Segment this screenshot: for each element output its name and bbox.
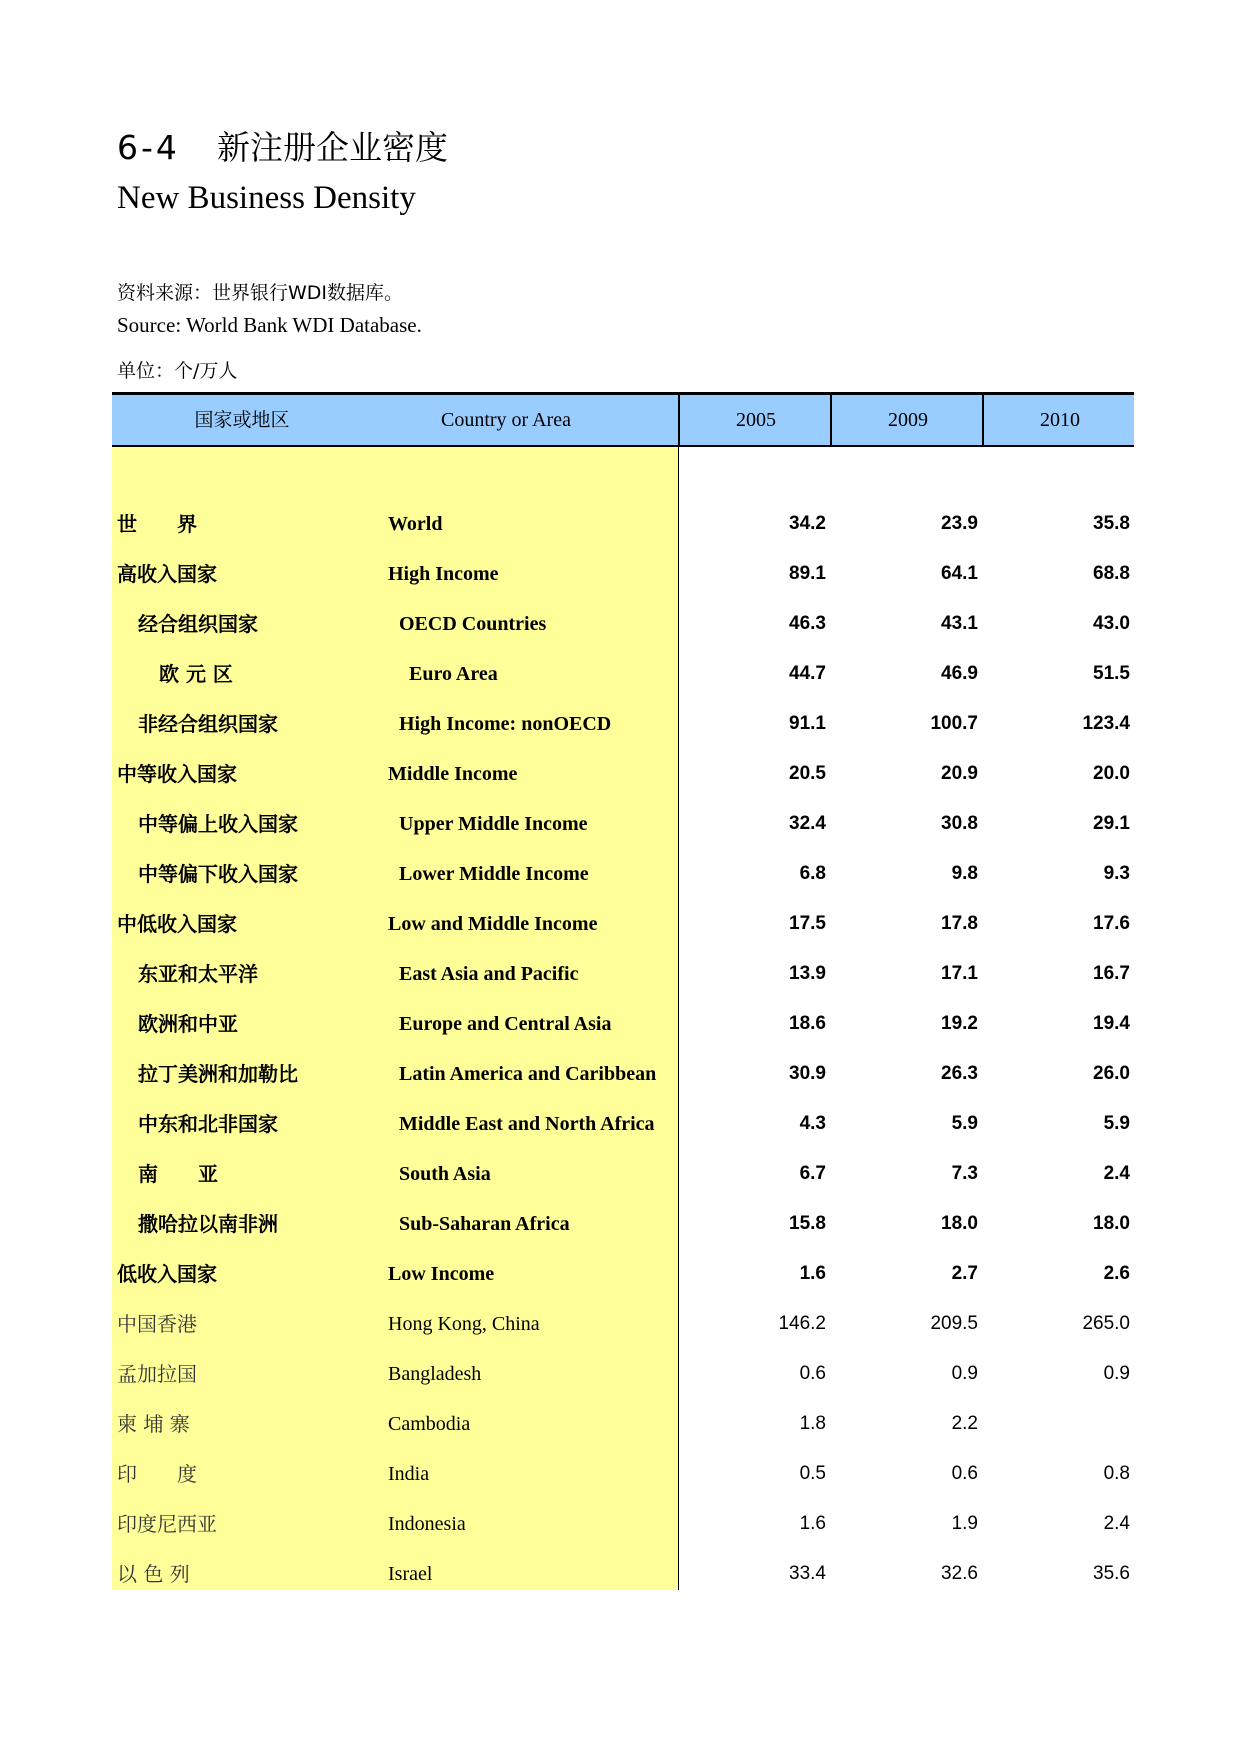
value-2005: 91.1: [789, 713, 826, 734]
row-name-en: Lower Middle Income: [399, 863, 589, 885]
value-2009: 2.7: [951, 1263, 978, 1284]
row-name-en: Indonesia: [388, 1513, 466, 1535]
table-row: [112, 499, 1134, 549]
value-2009: 32.6: [941, 1563, 978, 1584]
row-name-cn: 柬 埔 寨: [117, 1412, 190, 1436]
value-2009: 20.9: [941, 763, 978, 784]
row-name-en: Israel: [388, 1563, 433, 1585]
table-row: [112, 799, 1134, 849]
value-2010: 123.4: [1082, 713, 1130, 734]
value-2009: 43.1: [941, 613, 978, 634]
row-name-en: India: [388, 1463, 430, 1485]
value-2009: 26.3: [941, 1063, 978, 1084]
column-header-cn: 国家或地区: [194, 409, 290, 431]
table-row: [112, 1399, 1134, 1449]
value-2010: 43.0: [1093, 613, 1130, 634]
unit-note: 单位：个/万人: [117, 360, 238, 382]
table-row: [112, 999, 1134, 1049]
value-2009: 5.9: [951, 1113, 978, 1134]
value-2005: 89.1: [789, 563, 826, 584]
table-row: [112, 1549, 1134, 1599]
row-name-cn: 世 界: [117, 512, 197, 536]
value-2005: 0.5: [799, 1463, 826, 1484]
value-2010: 29.1: [1093, 813, 1130, 834]
value-2009: 0.9: [951, 1363, 978, 1384]
row-name-cn: 中等偏下收入国家: [138, 862, 298, 886]
row-name-cn: 以 色 列: [117, 1562, 190, 1586]
row-name-en: South Asia: [399, 1163, 491, 1185]
value-2005: 33.4: [789, 1563, 826, 1584]
value-2009: 100.7: [930, 713, 978, 734]
column-header-2009: 2009: [830, 395, 984, 445]
value-2009: 9.8: [951, 863, 978, 884]
row-name-en: Europe and Central Asia: [399, 1013, 612, 1035]
table-row: [112, 649, 1134, 699]
table-row: [112, 1299, 1134, 1349]
row-name-en: Latin America and Caribbean: [399, 1063, 657, 1085]
row-name-en: East Asia and Pacific: [399, 963, 579, 985]
row-name-en: Hong Kong, China: [388, 1313, 540, 1335]
value-2009: 18.0: [941, 1213, 978, 1234]
value-2005: 17.5: [789, 913, 826, 934]
value-2010: 0.9: [1103, 1363, 1130, 1384]
value-2005: 18.6: [789, 1013, 826, 1034]
value-2010: 19.4: [1093, 1013, 1130, 1034]
row-name-cn: 撒哈拉以南非洲: [138, 1212, 278, 1236]
column-header-2005: 2005: [678, 395, 832, 445]
value-2009: 46.9: [941, 663, 978, 684]
value-2010: 35.8: [1093, 513, 1130, 534]
value-2010: 5.9: [1103, 1113, 1130, 1134]
table-row: [112, 1149, 1134, 1199]
value-2010: 2.4: [1103, 1513, 1130, 1534]
value-2010: 9.3: [1103, 863, 1130, 884]
table-row: [112, 1449, 1134, 1499]
row-name-en: Middle East and North Africa: [399, 1113, 655, 1135]
page-title-en: New Business Density: [117, 180, 416, 216]
value-2005: 20.5: [789, 763, 826, 784]
table-rows: [112, 499, 1134, 1599]
row-name-cn: 东亚和太平洋: [138, 962, 258, 986]
value-2005: 4.3: [799, 1113, 826, 1134]
value-2009: 64.1: [941, 563, 978, 584]
value-2005: 34.2: [789, 513, 826, 534]
value-2005: 13.9: [789, 963, 826, 984]
page-title-cn: [117, 122, 448, 169]
table-row: [112, 699, 1134, 749]
value-2010: 68.8: [1093, 563, 1130, 584]
row-name-cn: 中东和北非国家: [138, 1112, 278, 1136]
row-name-en: Upper Middle Income: [399, 813, 588, 835]
value-2010: [982, 1399, 1130, 1449]
value-2010: 51.5: [1093, 663, 1130, 684]
data-table: [112, 392, 1134, 1590]
row-name-cn: 中等偏上收入国家: [138, 812, 298, 836]
column-header-en: Country or Area: [441, 409, 571, 431]
row-name-en: Sub-Saharan Africa: [399, 1213, 570, 1235]
value-2009: 2.2: [951, 1413, 978, 1434]
row-name-cn: 中低收入国家: [117, 912, 237, 936]
row-name-cn: 低收入国家: [117, 1262, 217, 1286]
table-row: [112, 949, 1134, 999]
source-note-en: Source: World Bank WDI Database.: [117, 313, 422, 337]
row-name-cn: 中等收入国家: [117, 762, 237, 786]
table-number: 6-4: [117, 128, 180, 167]
value-2010: 0.8: [1103, 1463, 1130, 1484]
value-2009: 23.9: [941, 513, 978, 534]
table-row: [112, 549, 1134, 599]
value-2010: 16.7: [1093, 963, 1130, 984]
value-2010: 26.0: [1093, 1063, 1130, 1084]
row-name-cn: 高收入国家: [117, 562, 217, 586]
row-name-en: World: [388, 513, 443, 535]
value-2010: 17.6: [1093, 913, 1130, 934]
value-2009: 19.2: [941, 1013, 978, 1034]
column-header-2010: 2010: [982, 395, 1136, 445]
row-name-en: Low and Middle Income: [388, 913, 598, 935]
row-name-en: High Income: [388, 563, 499, 585]
value-2005: 46.3: [789, 613, 826, 634]
row-name-cn: 经合组织国家: [138, 612, 258, 636]
value-2010: 2.6: [1103, 1263, 1130, 1284]
row-name-cn: 拉丁美洲和加勒比: [138, 1062, 298, 1086]
value-2009: 17.1: [941, 963, 978, 984]
value-2009: 209.5: [930, 1313, 978, 1334]
row-name-cn: 孟加拉国: [117, 1362, 197, 1386]
table-row: [112, 599, 1134, 649]
value-2010: 265.0: [1082, 1313, 1130, 1334]
row-name-cn: 南 亚: [138, 1162, 218, 1186]
value-2009: 7.3: [951, 1163, 978, 1184]
table-row: [112, 1249, 1134, 1299]
value-2005: 146.2: [778, 1313, 826, 1334]
source-note-cn: 资料来源：世界银行WDI数据库。: [117, 282, 404, 304]
value-2005: 6.7: [799, 1163, 826, 1184]
value-2005: 30.9: [789, 1063, 826, 1084]
table-header: [112, 392, 1134, 447]
table-row: [112, 849, 1134, 899]
table-row: [112, 1099, 1134, 1149]
table-row: [112, 1049, 1134, 1099]
table-row: [112, 899, 1134, 949]
value-2005: 15.8: [789, 1213, 826, 1234]
table-row: [112, 1349, 1134, 1399]
row-name-cn: 中国香港: [117, 1312, 197, 1336]
table-row: [112, 749, 1134, 799]
value-2009: 17.8: [941, 913, 978, 934]
title-cn-text: 新注册企业密度: [217, 128, 448, 167]
value-2009: 30.8: [941, 813, 978, 834]
row-name-cn: 欧洲和中亚: [138, 1012, 238, 1036]
value-2005: 1.6: [799, 1513, 826, 1534]
table-body: [112, 447, 1134, 1590]
value-2005: 6.8: [799, 863, 826, 884]
value-2005: 32.4: [789, 813, 826, 834]
value-2009: 1.9: [951, 1513, 978, 1534]
value-2005: 0.6: [799, 1363, 826, 1384]
value-2005: 1.6: [799, 1263, 826, 1284]
row-name-en: Cambodia: [388, 1413, 471, 1435]
row-name-en: High Income: nonOECD: [399, 713, 612, 735]
value-2010: 18.0: [1093, 1213, 1130, 1234]
value-2010: 35.6: [1093, 1563, 1130, 1584]
table-row: [112, 1499, 1134, 1549]
row-name-en: OECD Countries: [399, 613, 547, 635]
row-name-cn: 印度尼西亚: [117, 1512, 217, 1536]
value-2010: 2.4: [1103, 1163, 1130, 1184]
row-name-en: Euro Area: [409, 663, 498, 685]
value-2005: 44.7: [789, 663, 826, 684]
row-name-en: Bangladesh: [388, 1363, 482, 1385]
table-row: [112, 1199, 1134, 1249]
value-2009: 0.6: [951, 1463, 978, 1484]
row-name-cn: 欧 元 区: [159, 662, 233, 686]
row-name-cn: 非经合组织国家: [138, 712, 278, 736]
row-name-en: Low Income: [388, 1263, 495, 1285]
row-name-en: Middle Income: [388, 763, 518, 785]
value-2005: 1.8: [799, 1413, 826, 1434]
value-2010: 20.0: [1093, 763, 1130, 784]
row-name-cn: 印 度: [117, 1462, 197, 1486]
